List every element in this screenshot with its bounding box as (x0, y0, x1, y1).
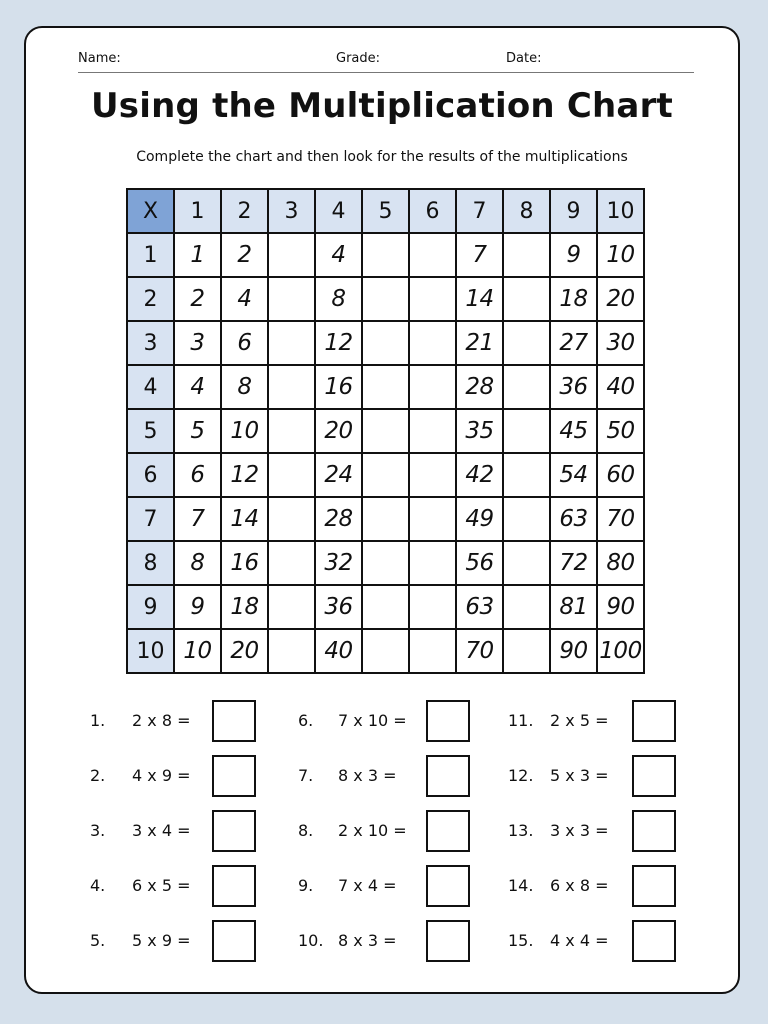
chart-cell-empty[interactable] (503, 629, 550, 673)
chart-cell: 20 (315, 409, 362, 453)
chart-row (127, 585, 644, 629)
chart-cell-empty[interactable] (503, 365, 550, 409)
chart-cell-empty[interactable] (268, 541, 315, 585)
row-header: 7 (127, 497, 174, 541)
question-expression: 4 x 4 = (550, 931, 609, 950)
chart-cell: 36 (315, 585, 362, 629)
chart-cell-empty[interactable] (503, 321, 550, 365)
chart-cell: 40 (315, 629, 362, 673)
chart-cell: 80 (597, 541, 644, 585)
row-header: 4 (127, 365, 174, 409)
column-header: 8 (503, 189, 550, 233)
question-number: 6. (298, 711, 314, 730)
chart-cell: 32 (315, 541, 362, 585)
column-header: 9 (550, 189, 597, 233)
chart-cell: 36 (550, 365, 597, 409)
chart-cell: 7 (174, 497, 221, 541)
question-item (298, 755, 518, 797)
question-number: 4. (90, 876, 106, 895)
chart-cell: 70 (597, 497, 644, 541)
chart-cell: 10 (174, 629, 221, 673)
question-item (298, 920, 518, 962)
chart-row (127, 629, 644, 673)
question-number: 11. (508, 711, 534, 730)
question-expression: 2 x 10 = (338, 821, 407, 840)
column-header: 2 (221, 189, 268, 233)
chart-cell-empty[interactable] (409, 497, 456, 541)
question-number: 3. (90, 821, 106, 840)
chart-cell: 18 (221, 585, 268, 629)
chart-cell: 54 (550, 453, 597, 497)
chart-cell: 60 (597, 453, 644, 497)
question-item (90, 865, 310, 907)
question-expression: 8 x 3 = (338, 766, 397, 785)
answer-box[interactable] (632, 920, 676, 962)
chart-cell-empty[interactable] (362, 365, 409, 409)
answer-box[interactable] (632, 865, 676, 907)
chart-cell: 10 (221, 409, 268, 453)
question-number: 2. (90, 766, 106, 785)
chart-cell: 20 (597, 277, 644, 321)
row-header: 6 (127, 453, 174, 497)
chart-row (127, 233, 644, 277)
question-item (90, 920, 310, 962)
chart-cell: 45 (550, 409, 597, 453)
chart-cell-empty[interactable] (268, 453, 315, 497)
chart-cell: 5 (174, 409, 221, 453)
page-subtitle: Complete the chart and then look for the results of the multiplications (136, 149, 628, 165)
question-expression: 4 x 9 = (132, 766, 191, 785)
question-item (508, 810, 728, 852)
answer-box[interactable] (426, 865, 470, 907)
question-expression: 2 x 8 = (132, 711, 191, 730)
chart-cell: 6 (221, 321, 268, 365)
question-item (90, 755, 310, 797)
grade-label: Grade: (336, 51, 381, 66)
chart-cell-empty[interactable] (268, 497, 315, 541)
question-expression: 7 x 10 = (338, 711, 407, 730)
header-line (78, 72, 694, 73)
chart-cell: 28 (456, 365, 503, 409)
chart-cell-empty[interactable] (268, 585, 315, 629)
chart-cell: 1 (174, 233, 221, 277)
chart-cell: 8 (174, 541, 221, 585)
chart-cell: 4 (315, 233, 362, 277)
question-number: 10. (298, 931, 324, 950)
column-header: 3 (268, 189, 315, 233)
answer-box[interactable] (426, 810, 470, 852)
date-label: Date: (506, 51, 542, 66)
row-header: 2 (127, 277, 174, 321)
name-label: Name: (78, 51, 121, 66)
chart-cell-empty[interactable] (268, 321, 315, 365)
chart-cell-empty[interactable] (503, 453, 550, 497)
chart-cell: 9 (174, 585, 221, 629)
chart-cell: 20 (221, 629, 268, 673)
chart-cell: 9 (550, 233, 597, 277)
chart-cell-empty[interactable] (409, 365, 456, 409)
chart-cell: 42 (456, 453, 503, 497)
chart-header-row (127, 189, 644, 233)
question-item (298, 865, 518, 907)
question-number: 15. (508, 931, 534, 950)
chart-cell: 7 (456, 233, 503, 277)
chart-cell-empty[interactable] (409, 277, 456, 321)
chart-cell: 12 (221, 453, 268, 497)
answer-box[interactable] (632, 755, 676, 797)
answer-box[interactable] (426, 755, 470, 797)
chart-cell-empty[interactable] (268, 365, 315, 409)
chart-row (127, 277, 644, 321)
chart-cell: 2 (221, 233, 268, 277)
column-header: 7 (456, 189, 503, 233)
row-header: 8 (127, 541, 174, 585)
chart-cell: 21 (456, 321, 503, 365)
chart-cell: 56 (456, 541, 503, 585)
chart-cell-empty[interactable] (503, 233, 550, 277)
row-header: 1 (127, 233, 174, 277)
question-item (90, 810, 310, 852)
chart-cell-empty[interactable] (409, 541, 456, 585)
question-expression: 6 x 5 = (132, 876, 191, 895)
answer-box[interactable] (632, 700, 676, 742)
row-header: 5 (127, 409, 174, 453)
chart-cell-empty[interactable] (362, 277, 409, 321)
question-number: 5. (90, 931, 106, 950)
question-expression: 7 x 4 = (338, 876, 397, 895)
chart-cell-empty[interactable] (503, 409, 550, 453)
chart-cell-empty[interactable] (362, 453, 409, 497)
chart-cell: 40 (597, 365, 644, 409)
chart-cell: 4 (174, 365, 221, 409)
chart-row (127, 409, 644, 453)
question-expression: 3 x 3 = (550, 821, 609, 840)
chart-cell-empty[interactable] (268, 409, 315, 453)
chart-cell: 49 (456, 497, 503, 541)
question-expression: 3 x 4 = (132, 821, 191, 840)
question-number: 8. (298, 821, 314, 840)
chart-cell-empty[interactable] (503, 541, 550, 585)
chart-cell: 4 (221, 277, 268, 321)
row-header: 10 (127, 629, 174, 673)
column-header: 10 (597, 189, 644, 233)
column-header: 4 (315, 189, 362, 233)
question-item (508, 755, 728, 797)
chart-cell-empty[interactable] (409, 321, 456, 365)
chart-cell: 24 (315, 453, 362, 497)
chart-cell: 35 (456, 409, 503, 453)
chart-cell-empty[interactable] (409, 453, 456, 497)
chart-row (127, 497, 644, 541)
page-title: Using the Multiplication Chart (90, 86, 673, 126)
chart-cell: 10 (597, 233, 644, 277)
question-expression: 5 x 9 = (132, 931, 191, 950)
answer-box[interactable] (212, 810, 256, 852)
chart-cell-empty[interactable] (362, 409, 409, 453)
question-number: 7. (298, 766, 314, 785)
question-number: 14. (508, 876, 534, 895)
question-number: 9. (298, 876, 314, 895)
question-number: 13. (508, 821, 534, 840)
chart-cell-empty[interactable] (503, 277, 550, 321)
row-header: 3 (127, 321, 174, 365)
chart-cell: 18 (550, 277, 597, 321)
row-header: 9 (127, 585, 174, 629)
chart-cell-empty[interactable] (409, 409, 456, 453)
chart-cell: 8 (315, 277, 362, 321)
question-item (508, 920, 728, 962)
answer-box[interactable] (212, 700, 256, 742)
answer-box[interactable] (426, 920, 470, 962)
chart-cell: 90 (550, 629, 597, 673)
chart-cell: 72 (550, 541, 597, 585)
answer-box[interactable] (212, 755, 256, 797)
question-item (90, 700, 310, 742)
chart-cell-empty[interactable] (268, 233, 315, 277)
question-expression: 2 x 5 = (550, 711, 609, 730)
answer-box[interactable] (426, 700, 470, 742)
question-item (298, 810, 518, 852)
question-number: 1. (90, 711, 106, 730)
chart-cell: 27 (550, 321, 597, 365)
question-expression: 8 x 3 = (338, 931, 397, 950)
chart-cell-empty[interactable] (268, 277, 315, 321)
chart-cell-empty[interactable] (409, 629, 456, 673)
chart-corner: X (127, 189, 174, 233)
answer-box[interactable] (632, 810, 676, 852)
answer-box[interactable] (212, 865, 256, 907)
question-item (298, 700, 518, 742)
chart-cell-empty[interactable] (503, 497, 550, 541)
chart-row (127, 365, 644, 409)
chart-cell-empty[interactable] (503, 585, 550, 629)
chart-cell: 63 (456, 585, 503, 629)
chart-cell-empty[interactable] (268, 629, 315, 673)
chart-cell: 90 (597, 585, 644, 629)
chart-row (127, 541, 644, 585)
answer-box[interactable] (212, 920, 256, 962)
chart-cell: 50 (597, 409, 644, 453)
chart-cell: 14 (221, 497, 268, 541)
chart-cell: 3 (174, 321, 221, 365)
chart-cell: 12 (315, 321, 362, 365)
chart-cell: 14 (456, 277, 503, 321)
question-expression: 6 x 8 = (550, 876, 609, 895)
question-expression: 5 x 3 = (550, 766, 609, 785)
column-header: 1 (174, 189, 221, 233)
multiplication-chart (126, 188, 645, 674)
chart-cell-empty[interactable] (362, 321, 409, 365)
chart-cell: 81 (550, 585, 597, 629)
chart-cell: 16 (315, 365, 362, 409)
chart-cell: 30 (597, 321, 644, 365)
chart-cell-empty[interactable] (362, 629, 409, 673)
chart-cell-empty[interactable] (409, 233, 456, 277)
chart-cell: 16 (221, 541, 268, 585)
chart-cell-empty[interactable] (362, 541, 409, 585)
column-header: 5 (362, 189, 409, 233)
question-number: 12. (508, 766, 534, 785)
chart-cell-empty[interactable] (409, 585, 456, 629)
chart-cell: 63 (550, 497, 597, 541)
chart-cell: 6 (174, 453, 221, 497)
chart-cell: 70 (456, 629, 503, 673)
worksheet (24, 26, 740, 994)
question-item (508, 700, 728, 742)
chart-cell: 8 (221, 365, 268, 409)
chart-row (127, 321, 644, 365)
chart-cell: 100 (597, 629, 644, 673)
column-header: 6 (409, 189, 456, 233)
chart-cell-empty[interactable] (362, 233, 409, 277)
chart-cell: 28 (315, 497, 362, 541)
chart-cell-empty[interactable] (362, 585, 409, 629)
chart-cell-empty[interactable] (362, 497, 409, 541)
question-item (508, 865, 728, 907)
chart-row (127, 453, 644, 497)
chart-cell: 2 (174, 277, 221, 321)
